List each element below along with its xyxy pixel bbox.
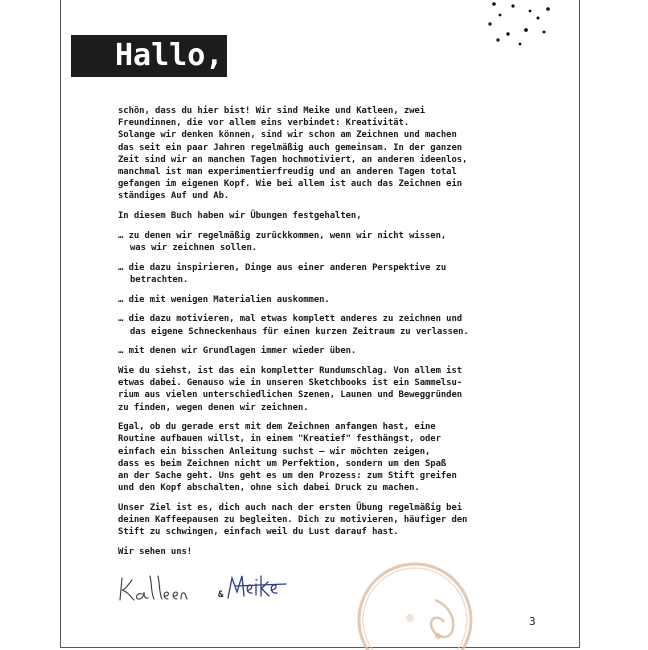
list-item: … die mit wenigen Materialien auskommen. — [118, 294, 330, 305]
coffee-stain — [340, 540, 490, 650]
closing-line: Wir sehen uns! — [118, 547, 193, 558]
list-item: … die dazu motivieren, mal etwas komplett anderes zu zeichnen und das eigene Schneckenhaus für einen kurzen Zeitraum zu verlassen. — [118, 314, 469, 337]
list-intro: In diesem Buch haben wir Übungen festgehalten, — [118, 211, 362, 222]
page-number: 3 — [529, 615, 536, 628]
motivation-paragraph: Egal, ob du gerade erst mit dem Zeichnen anfangen hast, eine Routine aufbauen willst, in einem "Kreatief" festhängst, oder einfach ein bisschen Anleitung suchst – wir möchten zeigen, dass es beim Zeichnen nicht um Perfektion, sondern um den Spaß an der Sache geht. Uns geht es um den Prozess: zum Stift greifen und den Kopf abschalten, ohne sich dabei Druck zu machen. — [118, 422, 457, 494]
intro-paragraph: schön, dass du hier bist! Wir sind Meike und Katleen, zwei Freundinnen, die vor allem eins verbindet: Kreativität. Solange wir denken können, sind wir schon am Zeichnen und machen das seit ein paar Jahren regelmäßig auch gemeinsam. In der ganzen Zeit sind wir an manchen Tagen hochmotiviert, an anderen ideenlos, manchmal ist man experimentierfreudig und an anderen Tagen total gefangen im eigenen Kopf. Wie bei allem ist auch das Zeichnen ein ständiges Auf und Ab. — [118, 106, 468, 202]
signatures — [118, 568, 318, 608]
list-item: … zu denen wir regelmäßig zurückkommen, wenn wir nicht wissen, was wir zeichnen sollen. — [118, 230, 447, 254]
overview-paragraph: Wie du siehst, ist das ein kompletter Rundumschlag. Von allem ist etwas dabei. Genauso wie in unseren Sketchbooks ist ein Sammelsu- rium aus vielen unterschiedlichen Szenen, Launen und Beweggründen zu finden, wegen denen wir zeichnen. — [118, 365, 463, 413]
signature-katleen — [120, 576, 187, 600]
decorative-dots — [478, 0, 578, 60]
page-title: Hallo, — [71, 35, 227, 77]
ampersand: & — [218, 590, 224, 600]
goal-paragraph: Unser Ziel ist es, dich auch nach der ersten Übung regelmäßig bei deinen Kaffeepausen zu begleiten. Dich zu motivieren, häufiger den Stift zu schwingen, einfach weil du Lust darauf hast. — [118, 502, 468, 538]
list-item: … die dazu inspirieren, Dinge aus einer anderen Perspektive zu betrachten. — [118, 262, 447, 285]
body-text — [118, 105, 558, 566]
list-item: … mit denen wir Grundlagen immer wieder üben. — [118, 346, 357, 357]
signature-meike — [228, 576, 286, 598]
